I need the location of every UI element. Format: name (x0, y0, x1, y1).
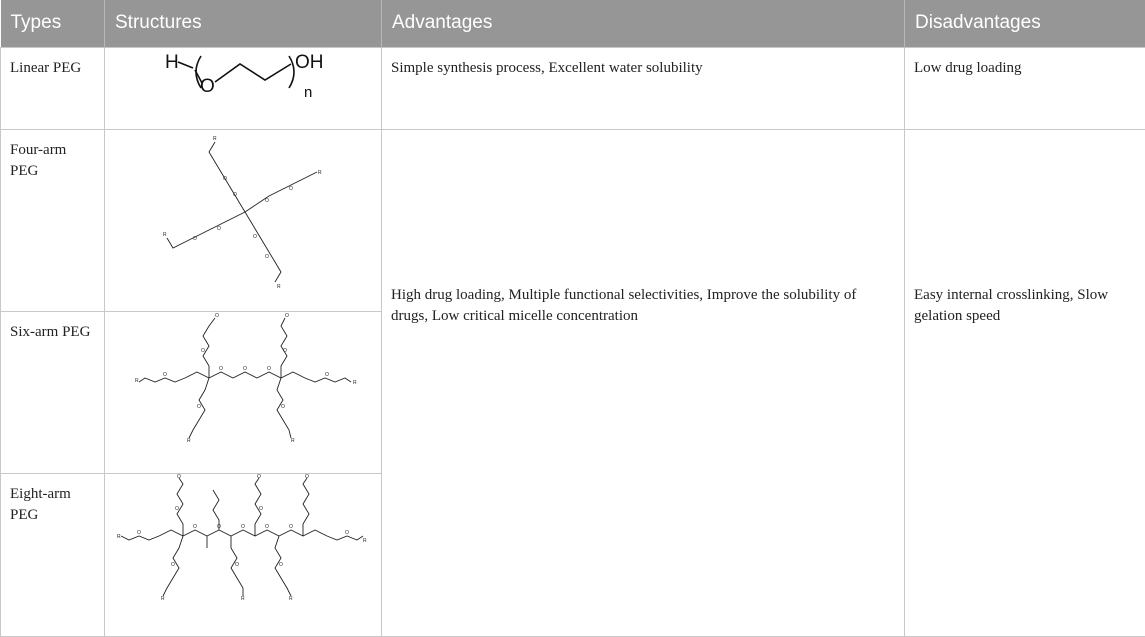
atom-o: O (259, 506, 263, 512)
advantages-linear-peg: Simple synthesis process, Excellent water solubility (382, 47, 905, 129)
atom-o: O (215, 313, 219, 319)
atom-r: R (363, 538, 367, 544)
disadvantages-multi-arm-peg (905, 129, 1145, 636)
header-disadvantages: Disadvantages (905, 0, 1145, 47)
structure-eight-arm-peg (105, 473, 382, 636)
atom-o: O (267, 366, 271, 372)
atom-r: R (289, 596, 293, 602)
atom-o: O (253, 234, 257, 240)
atom-o: O (265, 524, 269, 530)
atom-o: O (281, 404, 285, 410)
atom-r: R (135, 378, 139, 384)
atom-o: O (219, 366, 223, 372)
atom-o: O (241, 524, 245, 530)
label-o: O (200, 76, 215, 97)
disadvantages-multi-arm-text: Easy internal crosslinking, Slow gelation speed (914, 285, 1136, 327)
advantages-multi-arm-text: High drug loading, Multiple functional selectivities, Improve the solubility of drugs, Low critical micelle concentration (391, 285, 895, 327)
atom-o: O (163, 372, 167, 378)
linear-peg-structure-image (105, 48, 380, 124)
atom-o: O (285, 313, 289, 319)
atom-o: O (175, 506, 179, 512)
label-h: H (165, 52, 179, 73)
header-row (1, 0, 1145, 47)
atom-o: O (325, 372, 329, 378)
atom-o: O (265, 254, 269, 260)
type-six-arm-peg: Six-arm PEG (1, 311, 105, 473)
atom-o: O (171, 562, 175, 568)
atom-o: O (279, 562, 283, 568)
atom-r: R (277, 284, 281, 290)
type-linear-peg: Linear PEG (1, 47, 105, 129)
atom-r: R (353, 380, 357, 386)
atom-o: O (223, 176, 227, 182)
atom-o: O (243, 366, 247, 372)
atom-r: R (163, 232, 167, 238)
six-arm-peg-structure-image (105, 312, 380, 468)
four-arm-peg-structure-image (105, 130, 380, 306)
atom-o: O (289, 186, 293, 192)
structure-linear-peg (105, 47, 382, 129)
atom-r: R (291, 438, 295, 444)
header-structures: Structures (105, 0, 382, 47)
table-row (1, 129, 1145, 311)
atom-o: O (217, 226, 221, 232)
atom-o: O (217, 524, 221, 530)
atom-r: R (318, 170, 322, 176)
disadvantages-linear-peg: Low drug loading (905, 47, 1145, 129)
atom-o: O (201, 348, 205, 354)
header-advantages: Advantages (382, 0, 905, 47)
atom-o: O (289, 524, 293, 530)
label-n: n (304, 84, 312, 101)
atom-o: O (197, 404, 201, 410)
table-row (1, 47, 1145, 129)
structure-six-arm-peg (105, 311, 382, 473)
label-oh: OH (295, 52, 324, 73)
atom-r: R (161, 596, 165, 602)
type-four-arm-peg: Four-arm PEG (1, 129, 105, 311)
atom-r: R (117, 534, 121, 540)
type-eight-arm-peg: Eight-arm PEG (1, 473, 105, 636)
atom-o: O (193, 524, 197, 530)
atom-o: O (345, 530, 349, 536)
atom-r: R (241, 596, 245, 602)
atom-o: O (283, 348, 287, 354)
atom-o: O (177, 474, 181, 480)
atom-r: R (187, 438, 191, 444)
atom-o: O (235, 562, 239, 568)
atom-o: O (305, 474, 309, 480)
atom-o: O (233, 192, 237, 198)
atom-o: O (265, 198, 269, 204)
atom-r: R (213, 136, 217, 142)
header-types: Types (1, 0, 105, 47)
advantages-multi-arm-peg (382, 129, 905, 636)
eight-arm-peg-structure-image (105, 474, 380, 631)
structure-four-arm-peg (105, 129, 382, 311)
atom-o: O (193, 236, 197, 242)
atom-o: O (137, 530, 141, 536)
atom-o: O (257, 474, 261, 480)
